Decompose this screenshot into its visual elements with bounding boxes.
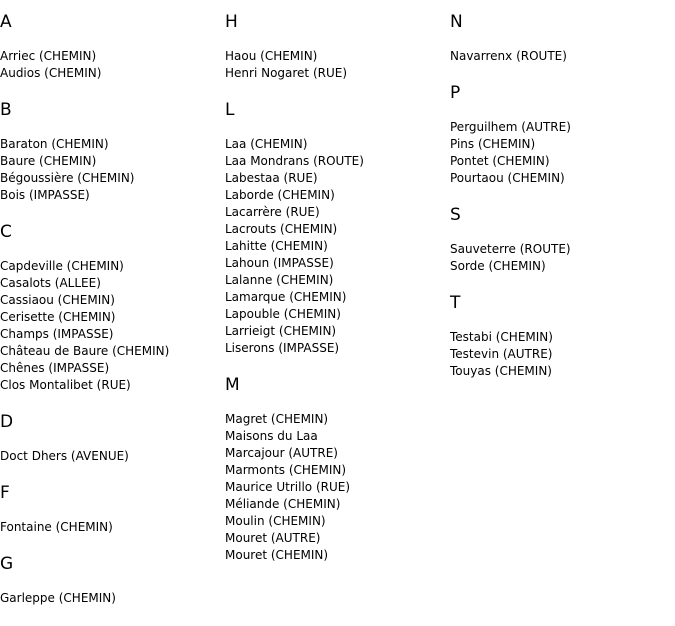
street-list	[450, 119, 670, 187]
street-link[interactable]: Capdeville (CHEMIN)	[0, 259, 124, 273]
street-link[interactable]: Testabi (CHEMIN)	[450, 330, 553, 344]
street-link[interactable]: Larrieigt (CHEMIN)	[225, 324, 337, 338]
letter-section	[450, 293, 670, 380]
street-list	[0, 448, 220, 465]
street-list	[0, 590, 220, 607]
street-list	[0, 519, 220, 536]
street-list	[225, 48, 445, 82]
section-letter-heading: S	[450, 205, 461, 225]
letter-section	[0, 222, 220, 394]
section-letter-heading: G	[0, 554, 14, 574]
section-letter-heading: B	[0, 100, 12, 120]
street-link[interactable]: Mouret (AUTRE)	[225, 531, 321, 545]
street-link[interactable]: Château de Baure (CHEMIN)	[0, 344, 170, 358]
street-link[interactable]: Magret (CHEMIN)	[225, 412, 329, 426]
street-link[interactable]: Haou (CHEMIN)	[225, 49, 318, 63]
street-link[interactable]: Clos Montalibet (RUE)	[0, 378, 131, 392]
street-link[interactable]: Baure (CHEMIN)	[0, 154, 97, 168]
street-list	[0, 136, 220, 204]
street-index-column-2	[225, 0, 445, 564]
street-index-column-3	[450, 0, 670, 380]
street-link[interactable]: Henri Nogaret (RUE)	[225, 66, 348, 80]
section-letter-heading: P	[450, 83, 461, 103]
street-index-column-1	[0, 0, 220, 607]
street-link[interactable]: Méliande (CHEMIN)	[225, 497, 341, 511]
street-link[interactable]: Maurice Utrillo (RUE)	[225, 480, 351, 494]
street-list	[0, 48, 220, 82]
section-letter-heading: H	[225, 12, 238, 32]
street-link[interactable]: Laborde (CHEMIN)	[225, 188, 335, 202]
street-list	[0, 258, 220, 394]
letter-section	[0, 12, 220, 82]
street-link[interactable]: Doct Dhers (AVENUE)	[0, 449, 129, 463]
street-list	[450, 241, 670, 275]
street-link[interactable]: Liserons (IMPASSE)	[225, 341, 340, 355]
street-link[interactable]: Arriec (CHEMIN)	[0, 49, 97, 63]
letter-section	[225, 100, 445, 357]
street-link[interactable]: Labestaa (RUE)	[225, 171, 318, 185]
street-link[interactable]: Cerisette (CHEMIN)	[0, 310, 116, 324]
street-link[interactable]: Cassiaou (CHEMIN)	[0, 293, 115, 307]
street-link[interactable]: Casalots (ALLEE)	[0, 276, 101, 290]
letter-section	[0, 100, 220, 204]
street-link[interactable]: Marmonts (CHEMIN)	[225, 463, 347, 477]
letter-section	[450, 205, 670, 275]
street-link[interactable]: Sorde (CHEMIN)	[450, 259, 546, 273]
section-letter-heading: C	[0, 222, 12, 242]
street-link[interactable]: Maisons du Laa	[225, 429, 318, 443]
section-letter-heading: A	[0, 12, 12, 32]
section-letter-heading: M	[225, 375, 240, 395]
letter-section	[0, 412, 220, 465]
section-letter-heading: N	[450, 12, 463, 32]
street-list	[225, 411, 445, 564]
street-link[interactable]: Navarrenx (ROUTE)	[450, 49, 567, 63]
street-link[interactable]: Garleppe (CHEMIN)	[0, 591, 116, 605]
street-link[interactable]: Audios (CHEMIN)	[0, 66, 102, 80]
street-link[interactable]: Pontet (CHEMIN)	[450, 154, 550, 168]
section-letter-heading: T	[450, 293, 461, 313]
street-link[interactable]: Mouret (CHEMIN)	[225, 548, 329, 562]
street-list	[225, 136, 445, 357]
section-letter-heading: F	[0, 483, 10, 503]
street-link[interactable]: Sauveterre (ROUTE)	[450, 242, 571, 256]
street-link[interactable]: Chênes (IMPASSE)	[0, 361, 110, 375]
letter-section	[0, 554, 220, 607]
letter-section	[450, 12, 670, 65]
street-link[interactable]: Pourtaou (CHEMIN)	[450, 171, 565, 185]
street-link[interactable]: Lahoun (IMPASSE)	[225, 256, 334, 270]
street-list	[450, 329, 670, 380]
street-link[interactable]: Touyas (CHEMIN)	[450, 364, 552, 378]
street-link[interactable]: Pins (CHEMIN)	[450, 137, 536, 151]
section-letter-heading: D	[0, 412, 14, 432]
street-link[interactable]: Lacrouts (CHEMIN)	[225, 222, 338, 236]
street-link[interactable]: Baraton (CHEMIN)	[0, 137, 109, 151]
street-link[interactable]: Lahitte (CHEMIN)	[225, 239, 328, 253]
street-link[interactable]: Testevin (AUTRE)	[450, 347, 553, 361]
letter-section	[0, 483, 220, 536]
street-link[interactable]: Bégoussière (CHEMIN)	[0, 171, 135, 185]
street-link[interactable]: Marcajour (AUTRE)	[225, 446, 338, 460]
street-link[interactable]: Perguilhem (AUTRE)	[450, 120, 571, 134]
street-link[interactable]: Lapouble (CHEMIN)	[225, 307, 341, 321]
street-link[interactable]: Lalanne (CHEMIN)	[225, 273, 334, 287]
street-link[interactable]: Champs (IMPASSE)	[0, 327, 114, 341]
street-link[interactable]: Lacarrère (RUE)	[225, 205, 320, 219]
street-link[interactable]: Laa (CHEMIN)	[225, 137, 308, 151]
street-link[interactable]: Fontaine (CHEMIN)	[0, 520, 113, 534]
street-link[interactable]: Lamarque (CHEMIN)	[225, 290, 347, 304]
street-list	[450, 48, 670, 65]
street-link[interactable]: Moulin (CHEMIN)	[225, 514, 326, 528]
letter-section	[225, 375, 445, 564]
street-link[interactable]: Laa Mondrans (ROUTE)	[225, 154, 364, 168]
letter-section	[225, 12, 445, 82]
letter-section	[450, 83, 670, 187]
street-link[interactable]: Bois (IMPASSE)	[0, 188, 90, 202]
section-letter-heading: L	[225, 100, 235, 120]
